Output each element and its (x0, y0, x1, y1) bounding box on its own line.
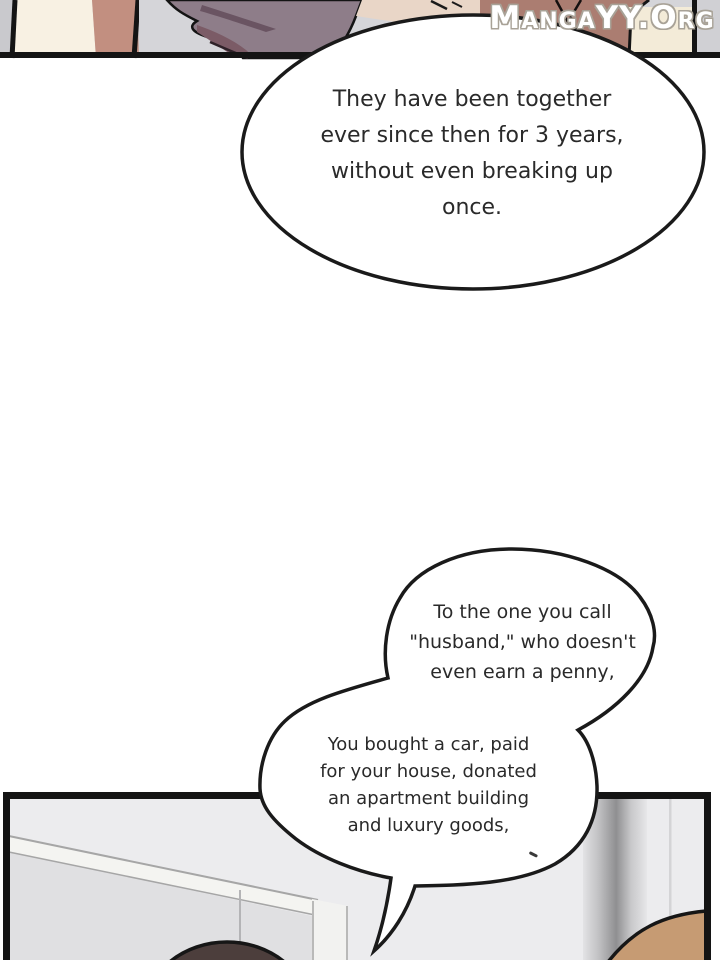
doorframe-jamb (312, 899, 348, 960)
speech-text-line: without even breaking up (331, 159, 613, 184)
speech-text-line: an apartment building (328, 788, 529, 809)
speech-text-line: even earn a penny, (430, 661, 615, 683)
wall-cream-band (13, 0, 96, 58)
site-watermark: MangaYY.Org (489, 0, 715, 36)
speech-text-line: They have been together (332, 87, 612, 112)
speech-bubble-3-text (266, 731, 591, 839)
speech-text-line: To the one you call (433, 601, 612, 623)
speech-bubble-2-text (395, 597, 650, 687)
speech-text-line: "husband," who doesn't (409, 631, 636, 653)
speech-text-line: once. (441, 195, 503, 220)
speech-bubble-1-text (252, 82, 692, 226)
panel-divider-line (12, 0, 15, 58)
bottom-panel-right-border (704, 792, 711, 960)
speech-text-line: ever since then for 3 years, (320, 123, 624, 148)
bottom-panel-left-border (3, 792, 10, 960)
speech-text-line: You bought a car, paid (327, 734, 530, 755)
speech-text-line: and luxury goods, (347, 815, 510, 836)
wall-pink-band (92, 0, 139, 58)
speech-text-line: for your house, donated (320, 761, 537, 782)
